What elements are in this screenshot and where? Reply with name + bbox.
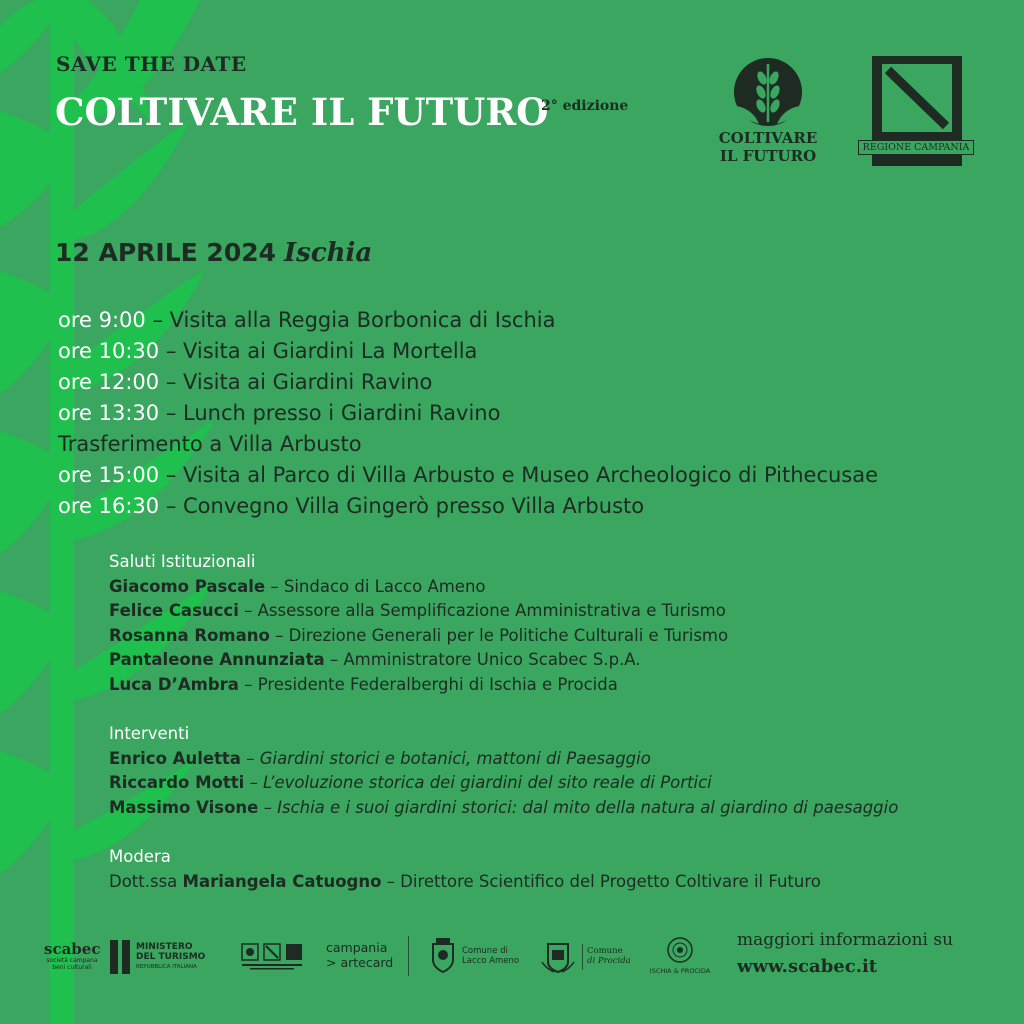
speaker-name: Enrico Auletta bbox=[109, 748, 241, 768]
event-place: Ischia bbox=[284, 238, 373, 268]
speaker-name: Massimo Visone bbox=[109, 797, 259, 817]
schedule-time: ore 13:30 bbox=[58, 401, 160, 425]
schedule-text: Visita al Parco di Villa Arbusto e Museo Archeologico di Pithecusae bbox=[183, 463, 879, 487]
regional-programme-logos-icon bbox=[240, 942, 310, 972]
ministero-emblem-icon bbox=[110, 940, 130, 974]
schedule-time: ore 10:30 bbox=[58, 339, 160, 363]
speaker-name: Rosanna Romano bbox=[109, 625, 270, 645]
talk-title: Ischia e i suoi giardini storici: dal mito della natura al giardino di paesaggio bbox=[277, 797, 899, 817]
procida-divider bbox=[582, 944, 583, 970]
schedule-row bbox=[58, 336, 878, 367]
talk-title: Giardini storici e botanici, mattoni di Paesaggio bbox=[259, 748, 651, 768]
coltivare-logo-text-1: COLTIVARE bbox=[718, 129, 818, 147]
speaker-name: Riccardo Motti bbox=[109, 773, 245, 792]
modera-section bbox=[109, 845, 821, 894]
website-link[interactable]: www.scabec.it bbox=[737, 956, 878, 977]
speaker-role: Sindaco di Lacco Ameno bbox=[283, 576, 486, 596]
scabec-wordmark: scabec bbox=[44, 940, 101, 958]
schedule-text: Trasferimento a Villa Arbusto bbox=[58, 432, 362, 456]
ischia-procida-label: ISCHIA & PROCIDA bbox=[649, 967, 711, 975]
speaker-sep: – bbox=[324, 650, 344, 669]
speaker-role: Presidente Federalberghi di Ischia e Procida bbox=[257, 674, 618, 694]
schedule-text: Visita ai Giardini Ravino bbox=[183, 370, 433, 394]
lacco-ameno-crest-icon bbox=[428, 938, 458, 974]
moderator-name: Mariangela Catuogno bbox=[182, 871, 382, 891]
coltivare-logo-text-2: IL FUTURO bbox=[719, 147, 817, 165]
schedule-text: Visita ai Giardini La Mortella bbox=[183, 339, 478, 363]
schedule-row bbox=[58, 429, 878, 460]
campania-shield-icon bbox=[872, 56, 962, 140]
talk-row bbox=[109, 771, 898, 796]
speaker-row bbox=[109, 599, 728, 624]
event-date: 12 APRILE 2024 bbox=[55, 238, 277, 267]
schedule-time: ore 9:00 bbox=[58, 308, 146, 332]
speaker-role: Amministratore Unico Scabec S.p.A. bbox=[343, 650, 641, 669]
speaker-sep: – bbox=[238, 674, 258, 694]
speaker-sep: – bbox=[244, 773, 264, 792]
schedule-row bbox=[58, 460, 878, 491]
federalberghi-seal-icon bbox=[666, 936, 694, 964]
campania-wordmark: campania bbox=[326, 940, 388, 955]
speaker-role: Direzione Generali per le Politiche Culturali e Turismo bbox=[288, 625, 729, 645]
speaker-role: Assessore alla Semplificazione Amministrativa e Turismo bbox=[257, 601, 726, 620]
interventi-heading: Interventi bbox=[109, 724, 190, 743]
modera-heading: Modera bbox=[109, 847, 171, 866]
moderator-sep: – bbox=[381, 871, 401, 891]
talk-row bbox=[109, 796, 898, 821]
more-info-label: maggiori informazioni su bbox=[737, 930, 954, 950]
schedule-text: Convegno Villa Gingerò presso Villa Arbusto bbox=[183, 494, 645, 518]
schedule-row bbox=[58, 398, 878, 429]
save-the-date-label: SAVE THE DATE bbox=[56, 52, 247, 76]
sponsor-logos bbox=[44, 936, 724, 980]
schedule-sep: – bbox=[159, 463, 183, 487]
ministero-line-2: DEL TURISMO bbox=[136, 952, 206, 962]
schedule-sep: – bbox=[159, 339, 183, 363]
scabec-sub-2: beni culturali bbox=[52, 964, 92, 971]
schedule-list bbox=[58, 305, 878, 522]
schedule-time: ore 16:30 bbox=[58, 494, 160, 518]
schedule-time: ore 15:00 bbox=[58, 463, 160, 487]
schedule-row bbox=[58, 305, 878, 336]
schedule-time: ore 12:00 bbox=[58, 370, 160, 394]
speaker-row bbox=[109, 673, 728, 698]
lacco-line-2: Lacco Ameno bbox=[462, 956, 520, 966]
edition-label: 2° edizione bbox=[541, 98, 629, 114]
federalberghi-ischia-procida-logo bbox=[648, 936, 712, 975]
ministero-line-1: MINISTERO bbox=[136, 942, 193, 952]
coltivare-il-futuro-logo bbox=[712, 56, 824, 176]
campania-artecard-logo bbox=[326, 940, 396, 970]
schedule-text: Visita alla Reggia Borbonica di Ischia bbox=[169, 308, 556, 332]
schedule-sep: – bbox=[159, 494, 183, 518]
speaker-row bbox=[109, 575, 728, 600]
moderator-prefix: Dott.ssa bbox=[109, 871, 183, 891]
schedule-text: Lunch presso i Giardini Ravino bbox=[183, 401, 501, 425]
speaker-sep: – bbox=[265, 576, 284, 596]
interventi-section bbox=[109, 722, 898, 820]
schedule-row bbox=[58, 491, 878, 522]
speaker-sep: – bbox=[258, 797, 278, 817]
procida-line-2: di Procida bbox=[587, 956, 631, 966]
schedule-sep: – bbox=[159, 370, 183, 394]
moderator-row bbox=[109, 870, 821, 895]
schedule-sep: – bbox=[159, 401, 183, 425]
procida-crest-icon bbox=[540, 938, 576, 974]
speaker-name: Felice Casucci bbox=[109, 601, 239, 620]
saluti-section bbox=[109, 550, 728, 697]
event-date-line bbox=[55, 238, 372, 268]
speaker-name: Luca D’Ambra bbox=[109, 674, 239, 694]
speaker-sep: – bbox=[238, 601, 258, 620]
scabec-sub-1: società campana bbox=[46, 957, 98, 964]
saluti-heading: Saluti Istituzionali bbox=[109, 552, 256, 571]
lacco-line-1: Comune di bbox=[462, 946, 508, 956]
regione-campania-label: REGIONE CAMPANIA bbox=[858, 140, 974, 155]
speaker-row bbox=[109, 648, 728, 673]
artecard-wordmark: > artecard bbox=[326, 955, 394, 970]
speaker-sep: – bbox=[269, 625, 289, 645]
scabec-logo bbox=[44, 942, 100, 971]
regione-campania-logo bbox=[862, 56, 970, 166]
footer-divider bbox=[408, 936, 409, 976]
talk-row bbox=[109, 747, 898, 772]
moderator-role: Direttore Scientifico del Progetto Coltivare il Futuro bbox=[400, 871, 821, 891]
speaker-name: Pantaleone Annunziata bbox=[109, 650, 325, 669]
wheat-emblem-icon bbox=[733, 56, 803, 128]
schedule-sep: – bbox=[145, 308, 170, 332]
schedule-row bbox=[58, 367, 878, 398]
talk-title: L’evoluzione storica dei giardini del sito reale di Portici bbox=[263, 773, 712, 792]
ministero-line-3: REPUBBLICA ITALIANA bbox=[136, 964, 197, 970]
speaker-row bbox=[109, 624, 728, 649]
procida-line-1: Comune bbox=[587, 946, 623, 956]
event-title: COLTIVARE IL FUTURO bbox=[55, 90, 549, 134]
speaker-name: Giacomo Pascale bbox=[109, 576, 266, 596]
speaker-sep: – bbox=[240, 748, 260, 768]
